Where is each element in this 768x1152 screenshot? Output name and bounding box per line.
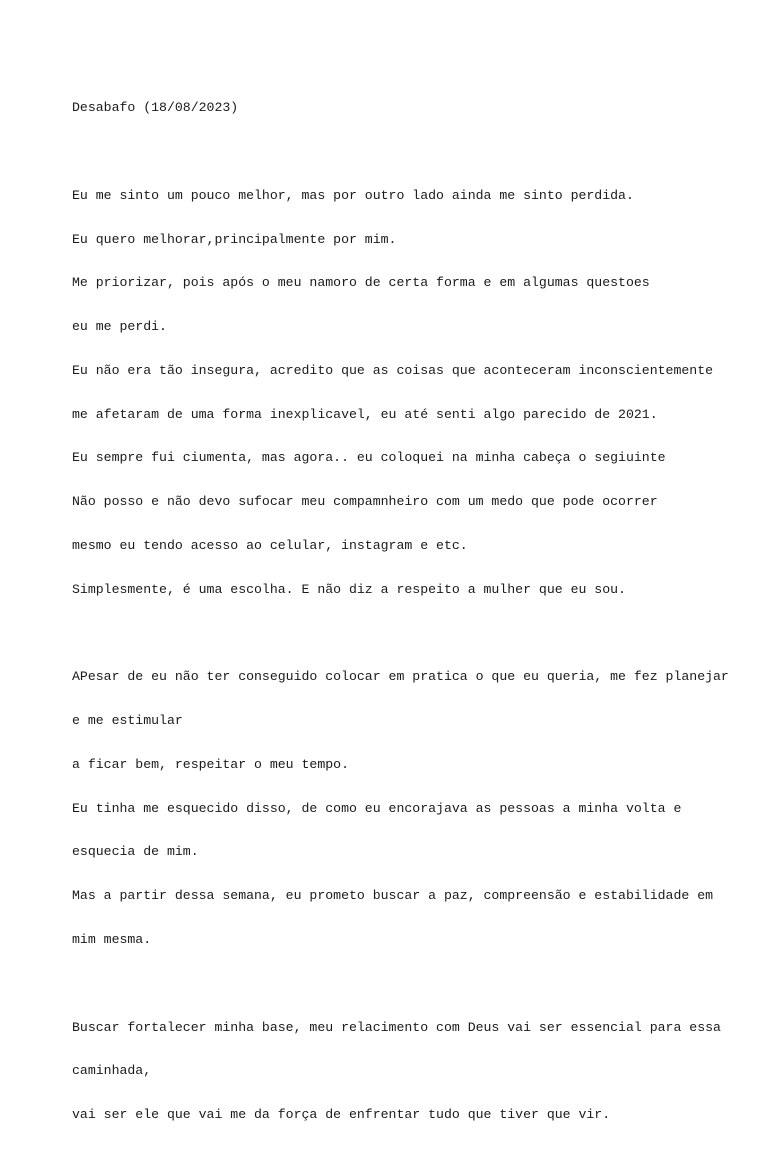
text-line: mesmo eu tendo acesso ao celular, instagram e etc. xyxy=(72,538,468,553)
text-line: eu me perdi. xyxy=(72,319,167,335)
text-line: e me estimular xyxy=(72,713,183,729)
text-line: Eu não era tão insegura, acredito que as coisas que aconteceram inconscientemente xyxy=(72,362,714,378)
text-line: Eu me sinto um pouco melhor, mas por outro lado ainda me sinto perdida. xyxy=(72,187,634,203)
document-text xyxy=(72,72,729,1152)
text-line: me afetaram de uma forma inexplicavel, eu até senti algo parecido de 2021. xyxy=(72,406,658,422)
text-line: Buscar fortalecer minha base, meu relacimento com Deus vai ser essencial para essa xyxy=(72,1019,721,1035)
text-line: Simplesmente, é uma escolha. E não diz a respeito a mulher que eu sou. xyxy=(72,581,626,597)
text-line: caminhada, xyxy=(72,1063,152,1079)
text-line: Não posso e não devo sufocar meu compamnheiro com um medo que pode ocorrer xyxy=(72,494,658,510)
text-line: mim mesma. xyxy=(72,932,152,948)
text-line: vai ser ele que vai me da força de enfrentar tudo que tiver que vir. xyxy=(72,1107,611,1123)
text-line: a ficar bem, respeitar o meu tempo. xyxy=(72,756,349,772)
text-line: esquecia de mim. xyxy=(72,844,199,860)
text-line: Eu quero melhorar,principalmente por mim. xyxy=(72,231,397,247)
text-line: Eu sempre fui ciumenta, mas agora.. eu coloquei na minha cabeça o segiuinte xyxy=(72,450,666,466)
blank-line xyxy=(72,977,712,992)
document-title: Desabafo (18/08/2023) xyxy=(72,100,239,116)
text-line: APesar de eu não ter conseguido colocar em pratica o que eu queria, me fez planejar xyxy=(72,669,729,685)
text-line: Mas a partir dessa semana, eu prometo buscar a paz, compreensão e estabilidade em xyxy=(72,888,714,904)
text-line: Me priorizar, pois após o meu namoro de certa forma e em algumas questoes xyxy=(72,275,650,291)
blank-line xyxy=(72,145,712,160)
text-line: Eu tinha me esquecido disso, de como eu encorajava as pessoas a minha volta e xyxy=(72,800,682,816)
blank-line xyxy=(72,627,712,642)
